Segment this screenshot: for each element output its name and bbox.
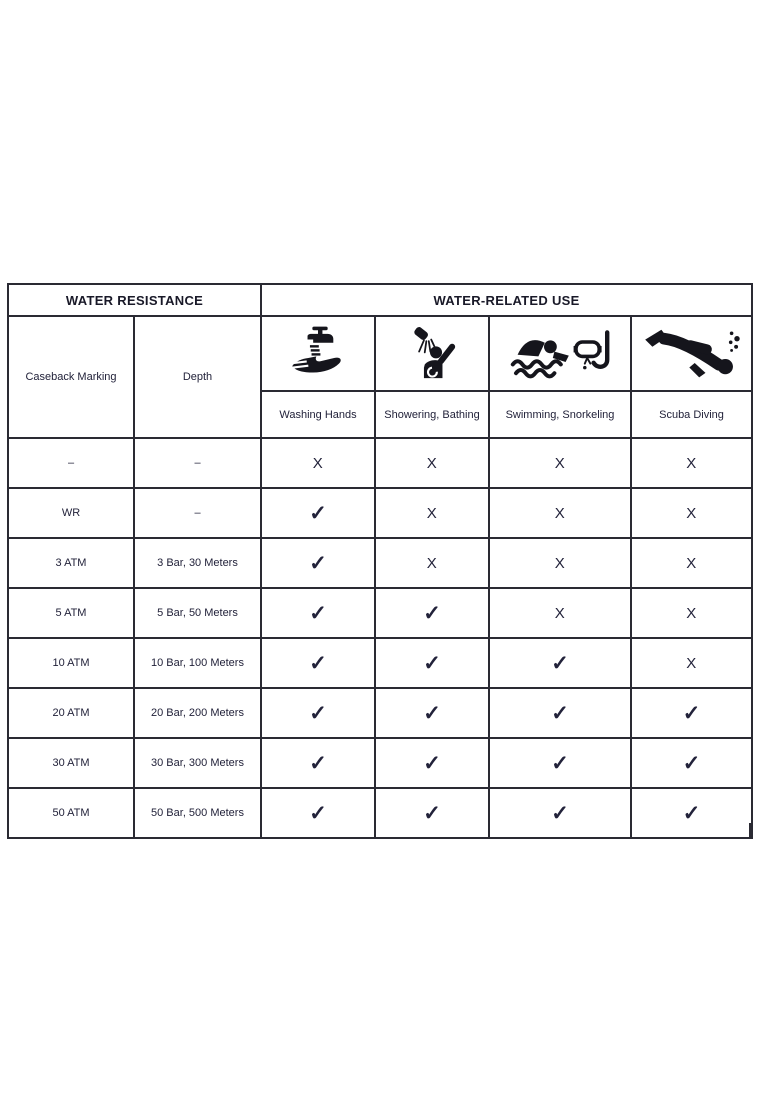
depth-cell: 3 Bar, 30 Meters: [134, 538, 261, 588]
result-cell: ✓: [261, 488, 375, 538]
result-cell: ✓: [631, 788, 752, 838]
result-cell: X: [631, 538, 752, 588]
result-cell: X: [375, 488, 489, 538]
result-cell: ✓: [375, 688, 489, 738]
marking-cell: 50 ATM: [8, 788, 134, 838]
result-cell: ✓: [489, 738, 631, 788]
depth-cell: –: [134, 488, 261, 538]
result-cell: ✓: [261, 638, 375, 688]
depth-cell: 20 Bar, 200 Meters: [134, 688, 261, 738]
result-cell: X: [489, 538, 631, 588]
depth-cell: –: [134, 438, 261, 488]
depth-cell: 30 Bar, 300 Meters: [134, 738, 261, 788]
showering-bathing-icon-cell: [375, 316, 489, 391]
swimming-snorkeling-icon-cell: [489, 316, 631, 391]
result-cell: ✓: [489, 788, 631, 838]
marking-cell: 30 ATM: [8, 738, 134, 788]
result-cell: ✓: [375, 738, 489, 788]
table-right-border-stub: [749, 823, 751, 838]
result-cell: X: [489, 488, 631, 538]
result-cell: ✓: [261, 688, 375, 738]
result-cell: X: [631, 488, 752, 538]
marking-cell: 20 ATM: [8, 688, 134, 738]
result-cell: ✓: [631, 688, 752, 738]
marking-cell: 5 ATM: [8, 588, 134, 638]
depth-column-header: Depth: [134, 316, 261, 438]
scuba-diving-icon-cell: [631, 316, 752, 391]
washing-hands-icon-cell: [261, 316, 375, 391]
table-row: [8, 688, 752, 738]
table-row: [8, 488, 752, 538]
result-cell: ✓: [375, 588, 489, 638]
result-cell: ✓: [261, 738, 375, 788]
table-row: [8, 538, 752, 588]
water-resistance-header: WATER RESISTANCE: [8, 284, 261, 316]
result-cell: ✓: [375, 788, 489, 838]
water-related-use-header: WATER-RELATED USE: [261, 284, 752, 316]
marking-cell: WR: [8, 488, 134, 538]
swimming-snorkeling-icon: [490, 317, 630, 390]
swimming-snorkeling-label: Swimming, Snorkeling: [489, 391, 631, 438]
table-row: [8, 788, 752, 838]
result-cell: ✓: [261, 788, 375, 838]
table-title-row: [8, 284, 752, 316]
result-cell: ✓: [489, 688, 631, 738]
table-left-border-stub: [7, 823, 9, 833]
result-cell: X: [489, 588, 631, 638]
table-row: [8, 638, 752, 688]
table-row: [8, 738, 752, 788]
result-cell: ✓: [631, 738, 752, 788]
result-cell: ✓: [489, 638, 631, 688]
washing-hands-icon: [262, 317, 374, 390]
scuba-diving-label: Scuba Diving: [631, 391, 752, 438]
table-row: [8, 438, 752, 488]
result-cell: X: [631, 588, 752, 638]
result-cell: ✓: [375, 638, 489, 688]
result-cell: X: [631, 638, 752, 688]
water-resistance-table: [7, 283, 753, 839]
result-cell: X: [375, 438, 489, 488]
showering-bathing-label: Showering, Bathing: [375, 391, 489, 438]
depth-cell: 5 Bar, 50 Meters: [134, 588, 261, 638]
marking-cell: 10 ATM: [8, 638, 134, 688]
caseback-marking-column-header: Caseback Marking: [8, 316, 134, 438]
marking-cell: –: [8, 438, 134, 488]
result-cell: ✓: [261, 538, 375, 588]
result-cell: X: [261, 438, 375, 488]
scuba-diving-icon: [632, 317, 751, 390]
result-cell: X: [489, 438, 631, 488]
marking-cell: 3 ATM: [8, 538, 134, 588]
result-cell: X: [375, 538, 489, 588]
result-cell: ✓: [261, 588, 375, 638]
depth-cell: 10 Bar, 100 Meters: [134, 638, 261, 688]
depth-cell: 50 Bar, 500 Meters: [134, 788, 261, 838]
showering-bathing-icon: [376, 317, 488, 390]
table-row: [8, 588, 752, 638]
washing-hands-label: Washing Hands: [261, 391, 375, 438]
result-cell: X: [631, 438, 752, 488]
activity-icon-row: [8, 316, 752, 391]
